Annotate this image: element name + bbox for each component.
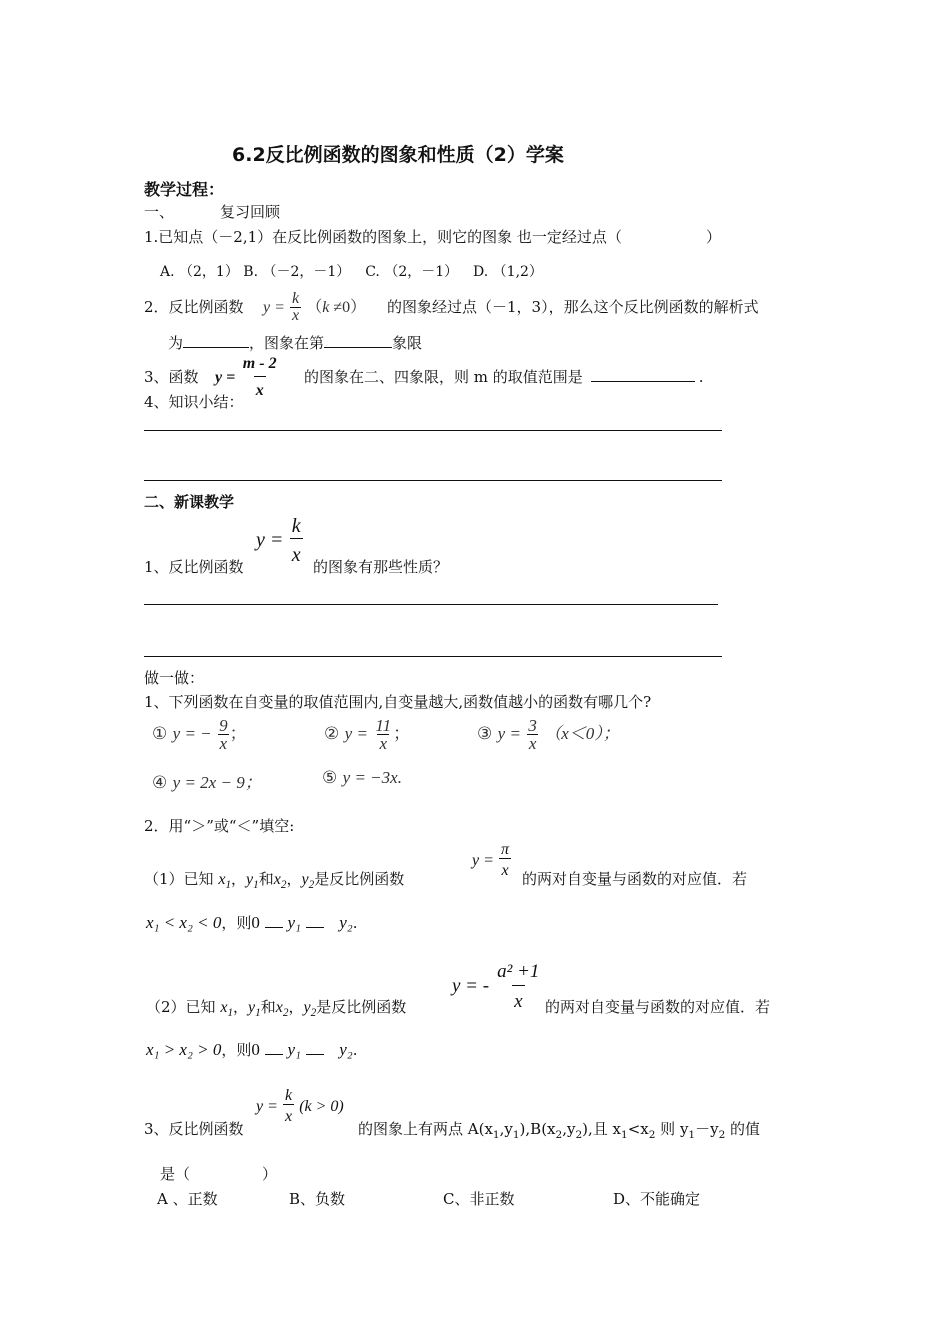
- q3-eq-fraction: [241, 356, 279, 399]
- p2-sub1-zero: 0: [251, 913, 260, 932]
- p3-equation: [256, 1088, 344, 1125]
- p3-line2-close: ）: [262, 1165, 278, 1183]
- p1-f5-mark: ⑤: [322, 768, 338, 787]
- p3-t8: 的值: [725, 1120, 761, 1138]
- q2-line2-a: 为: [168, 334, 184, 352]
- p3-sub-2: 1: [512, 1129, 520, 1141]
- p1-f3-mark: ③: [477, 724, 493, 743]
- p2-sub2-rest: 的两对自变量与函数的对应值．若: [545, 998, 771, 1016]
- p3-line2: [160, 1163, 277, 1184]
- p2-sub2-eq-y: y = -: [452, 975, 490, 997]
- p1-f2-lhs: y =: [344, 724, 368, 743]
- nl-q1-equation: [256, 516, 303, 565]
- q1-options: [160, 261, 543, 281]
- p1-f3-fraction: [526, 717, 539, 752]
- process-heading: 教学过程：: [144, 180, 225, 199]
- p2-sub1-equation: [472, 842, 511, 879]
- p3-eq-k: k: [285, 1087, 293, 1104]
- p3-sub-1: 1: [492, 1129, 500, 1141]
- q4-text: 4、知识小结：: [144, 393, 244, 411]
- q2-eq-x: x: [292, 307, 300, 324]
- p2-sub2-blank-2[interactable]: [306, 1040, 324, 1055]
- q4-answer-line-1[interactable]: [144, 430, 722, 431]
- p2-sub1-is: 是反比例函数: [314, 870, 405, 888]
- p2-sub2-sep1: ，: [233, 998, 249, 1016]
- practice-label: 做一做：: [144, 669, 205, 687]
- q1-option-c: C. （2，－1）: [365, 264, 459, 280]
- p2-sub1-blank-1[interactable]: [265, 913, 283, 928]
- p2-sub1-eq-fraction: [499, 842, 511, 879]
- p3-eq-y: y =: [256, 1098, 278, 1115]
- p2-sub2-y1: $y_1$: [248, 999, 261, 1020]
- review-label: 复习回顾: [220, 203, 281, 221]
- p3-text-a: 3、反比例函数: [144, 1120, 244, 1138]
- p2-sub2-y2: $y_2$: [303, 999, 317, 1020]
- nl-q1-text-a: 1、反比例函数: [144, 558, 244, 576]
- nl-q1-eq-y: y =: [256, 529, 284, 551]
- p3-t2: ),B(x: [519, 1120, 556, 1138]
- p1-f4-expr: y = 2x − 9；: [172, 773, 262, 792]
- p2-text: 2．用“＞”或“＜”填空:: [144, 817, 295, 835]
- p1-f2-num: 11: [375, 716, 392, 735]
- q1-option-b: B. （－2，－1）: [243, 264, 351, 280]
- q2-text-b: 的图象经过点（－1，3），那么这个反比例函数的解析式: [387, 298, 759, 316]
- q3-eq-num: m - 2: [242, 355, 277, 372]
- p2-sub1-rest: 的两对自变量与函数的对应值．若: [522, 870, 748, 888]
- q2-text-a: 2．反比例函数: [144, 298, 244, 316]
- p2-sub1-sep1: ，: [231, 870, 247, 888]
- p1-f3-cond: （x＜0）；: [544, 724, 620, 743]
- p2-sub2-cond: x₁ > x₂ > 0: [146, 1040, 222, 1059]
- p1-f3-lhs: y =: [497, 724, 521, 743]
- review-heading: [144, 201, 280, 222]
- q3-eq-y: y =: [215, 369, 236, 386]
- p2-sub2-is: 是反比例函数: [316, 998, 407, 1016]
- p3-t3: ,y: [562, 1120, 576, 1138]
- p2-sub1-y2: $y_2$: [301, 871, 315, 892]
- p3-sub-7: 1: [688, 1129, 696, 1141]
- p2-sub1-and: 和: [258, 870, 274, 888]
- p1-f1-lhs: y = −: [172, 724, 212, 743]
- p2-sub1-py2: y₂: [339, 913, 353, 932]
- q2-line2-c: 象限: [392, 334, 423, 352]
- p2-sub2-then: ，则: [221, 1041, 252, 1059]
- nl-q1-answer-line-1[interactable]: [144, 604, 718, 605]
- p3-text-b-line: [358, 1118, 760, 1141]
- q2-eq-y: y =: [263, 299, 285, 316]
- p2-sub1-cond: x₁ < x₂ < 0: [146, 913, 222, 932]
- q2-eq-cond-k: k: [322, 299, 330, 316]
- p2-sub2-x1: $x_1$: [220, 999, 234, 1020]
- nl-q1-eq-k: k: [291, 515, 301, 537]
- q4-answer-line-2[interactable]: [144, 480, 722, 481]
- p3-t5: <x: [627, 1120, 649, 1138]
- p1-f2: [324, 717, 410, 752]
- q2-line2: [168, 332, 422, 353]
- p1-text: 1、下列函数在自变量的取值范围内,自变量越大,函数值越小的函数有哪几个?: [144, 693, 652, 711]
- q1-close: ）: [705, 228, 721, 246]
- p3-option-c[interactable]: C、非正数: [443, 1190, 515, 1208]
- p3-t4: ),且 x: [582, 1120, 621, 1138]
- p3-eq-cond: (k > 0): [299, 1098, 344, 1115]
- q2-eq-cond-open: （: [306, 299, 323, 316]
- p2-sub1-label: （1）已知: [144, 870, 214, 888]
- nl-q1-eq-fraction: [290, 516, 303, 565]
- p2-sub1-blank-2[interactable]: [306, 913, 324, 928]
- p2-sub1-answer: [146, 912, 358, 933]
- p2-sub2-and: 和: [260, 998, 276, 1016]
- p3-t6: 则 y: [655, 1120, 689, 1138]
- p1-f1-num: 9: [219, 716, 228, 735]
- p2-sub2-label: （2）已知: [146, 998, 216, 1016]
- nl-q1-eq-x: x: [290, 538, 303, 565]
- p3-text-b: 的图象上有两点 A(x: [358, 1120, 493, 1138]
- nl-q1-text-b: 的图象有那些性质？: [313, 558, 449, 576]
- q2-line2-b: ，图象在第: [249, 334, 325, 352]
- p1-f4: [152, 768, 262, 793]
- p2-sub2-eq-den: x: [512, 985, 524, 1011]
- q1-option-d: D. （1,2）: [473, 264, 543, 280]
- p3-option-b[interactable]: B、负数: [289, 1190, 346, 1208]
- p2-sub1-py1: y₁: [287, 913, 301, 932]
- p1-f3: [477, 717, 620, 752]
- p1-f2-mark: ②: [324, 724, 340, 743]
- p2-sub2-zero: 0: [251, 1040, 260, 1059]
- p2-sub2-answer: [146, 1039, 358, 1060]
- p1-f4-mark: ④: [152, 773, 168, 792]
- p3-option-d[interactable]: D、不能确定: [613, 1190, 701, 1208]
- q2-blank-expression[interactable]: [183, 333, 249, 348]
- p2-sub2-equation: [452, 962, 541, 1011]
- q2-eq-k: k: [292, 290, 300, 307]
- q3-text-a: 3、函数: [144, 368, 199, 386]
- p1-f3-num: 3: [528, 716, 537, 735]
- p2-sub1-eq-num: π: [501, 841, 510, 858]
- p2-sub1-sep2: ，: [286, 870, 302, 888]
- q3-text-b: 的图象在二、四象限，则 m 的取值范围是: [304, 368, 583, 386]
- p1-f3-den: x: [528, 734, 537, 753]
- q3-line: [304, 366, 704, 387]
- q3-eq-den: x: [254, 376, 266, 399]
- q1-option-a: A. （2，1）: [160, 264, 239, 280]
- q2-blank-quadrant[interactable]: [324, 333, 392, 348]
- q2-eq-fraction: [290, 291, 301, 324]
- p2-sub2-blank-1[interactable]: [265, 1040, 283, 1055]
- p3-option-a[interactable]: A 、正数: [157, 1190, 218, 1208]
- p3-line2-open: 是（: [160, 1165, 191, 1183]
- p1-f2-tail: ；: [393, 724, 411, 743]
- nl-q1-answer-line-2[interactable]: [144, 656, 722, 657]
- p1-f1-den: x: [219, 734, 228, 753]
- q1-text: 1.已知点（－2,1）在反比例函数的图象上，则它的图象 也一定经过点（: [144, 228, 622, 246]
- q3-end: .: [698, 368, 704, 386]
- q3-blank[interactable]: [591, 367, 695, 382]
- q2-equation: [263, 291, 366, 324]
- p2-sub2-x2: $x_2$: [275, 999, 289, 1020]
- p2-sub2-eq-num: a² +1: [497, 961, 540, 982]
- p2-sub2-eq-fraction: [495, 962, 541, 1011]
- p3-sub-5: 1: [621, 1129, 628, 1141]
- review-num: 一、: [144, 203, 175, 221]
- p2-sub1-eq-y: y =: [472, 852, 494, 869]
- p3-sub-6: 2: [648, 1129, 656, 1141]
- p2-sub2-line: [146, 996, 406, 1019]
- p2-sub2-py1: y₁: [287, 1040, 301, 1059]
- new-lesson-heading: 二、新课教学: [144, 493, 235, 511]
- p1-f1: [152, 717, 247, 752]
- p2-sub1-eq-den: x: [499, 858, 510, 879]
- p2-sub2-py2: y₂: [339, 1040, 353, 1059]
- p3-eq-fraction: [283, 1088, 294, 1125]
- p2-sub1-line: [144, 868, 404, 891]
- q2-eq-cond-rest: ≠0）: [329, 299, 367, 316]
- p2-sub1-y1: $y_1$: [246, 871, 259, 892]
- review-q1: [144, 226, 721, 247]
- p1-f1-fraction: [217, 717, 230, 752]
- p3-eq-x: x: [283, 1104, 294, 1125]
- p1-f2-den: x: [379, 734, 387, 753]
- p2-sub1-x1: $x_1$: [218, 871, 232, 892]
- p2-sub1-x2: $x_2$: [273, 871, 287, 892]
- p1-f5: [322, 768, 402, 788]
- p1-f1-tail: ；: [229, 724, 247, 743]
- p3-sub-3: 2: [555, 1129, 563, 1141]
- p2-sub1-end: .: [352, 914, 358, 932]
- page-title: 6.2反比例函数的图象和性质（2）学案: [232, 144, 564, 166]
- p2-sub1-then: ，则: [221, 914, 252, 932]
- p3-t7: －y: [695, 1120, 719, 1138]
- p2-sub2-end: .: [352, 1041, 358, 1059]
- p1-f5-expr: y = −3x.: [342, 768, 402, 787]
- p1-f2-fraction: [373, 717, 393, 752]
- p2-sub2-sep2: ，: [288, 998, 304, 1016]
- p3-sub-4: 2: [575, 1129, 583, 1141]
- p1-f1-mark: ①: [152, 724, 168, 743]
- p3-sub-8: 2: [718, 1129, 726, 1141]
- p3-t1: ,y: [499, 1120, 513, 1138]
